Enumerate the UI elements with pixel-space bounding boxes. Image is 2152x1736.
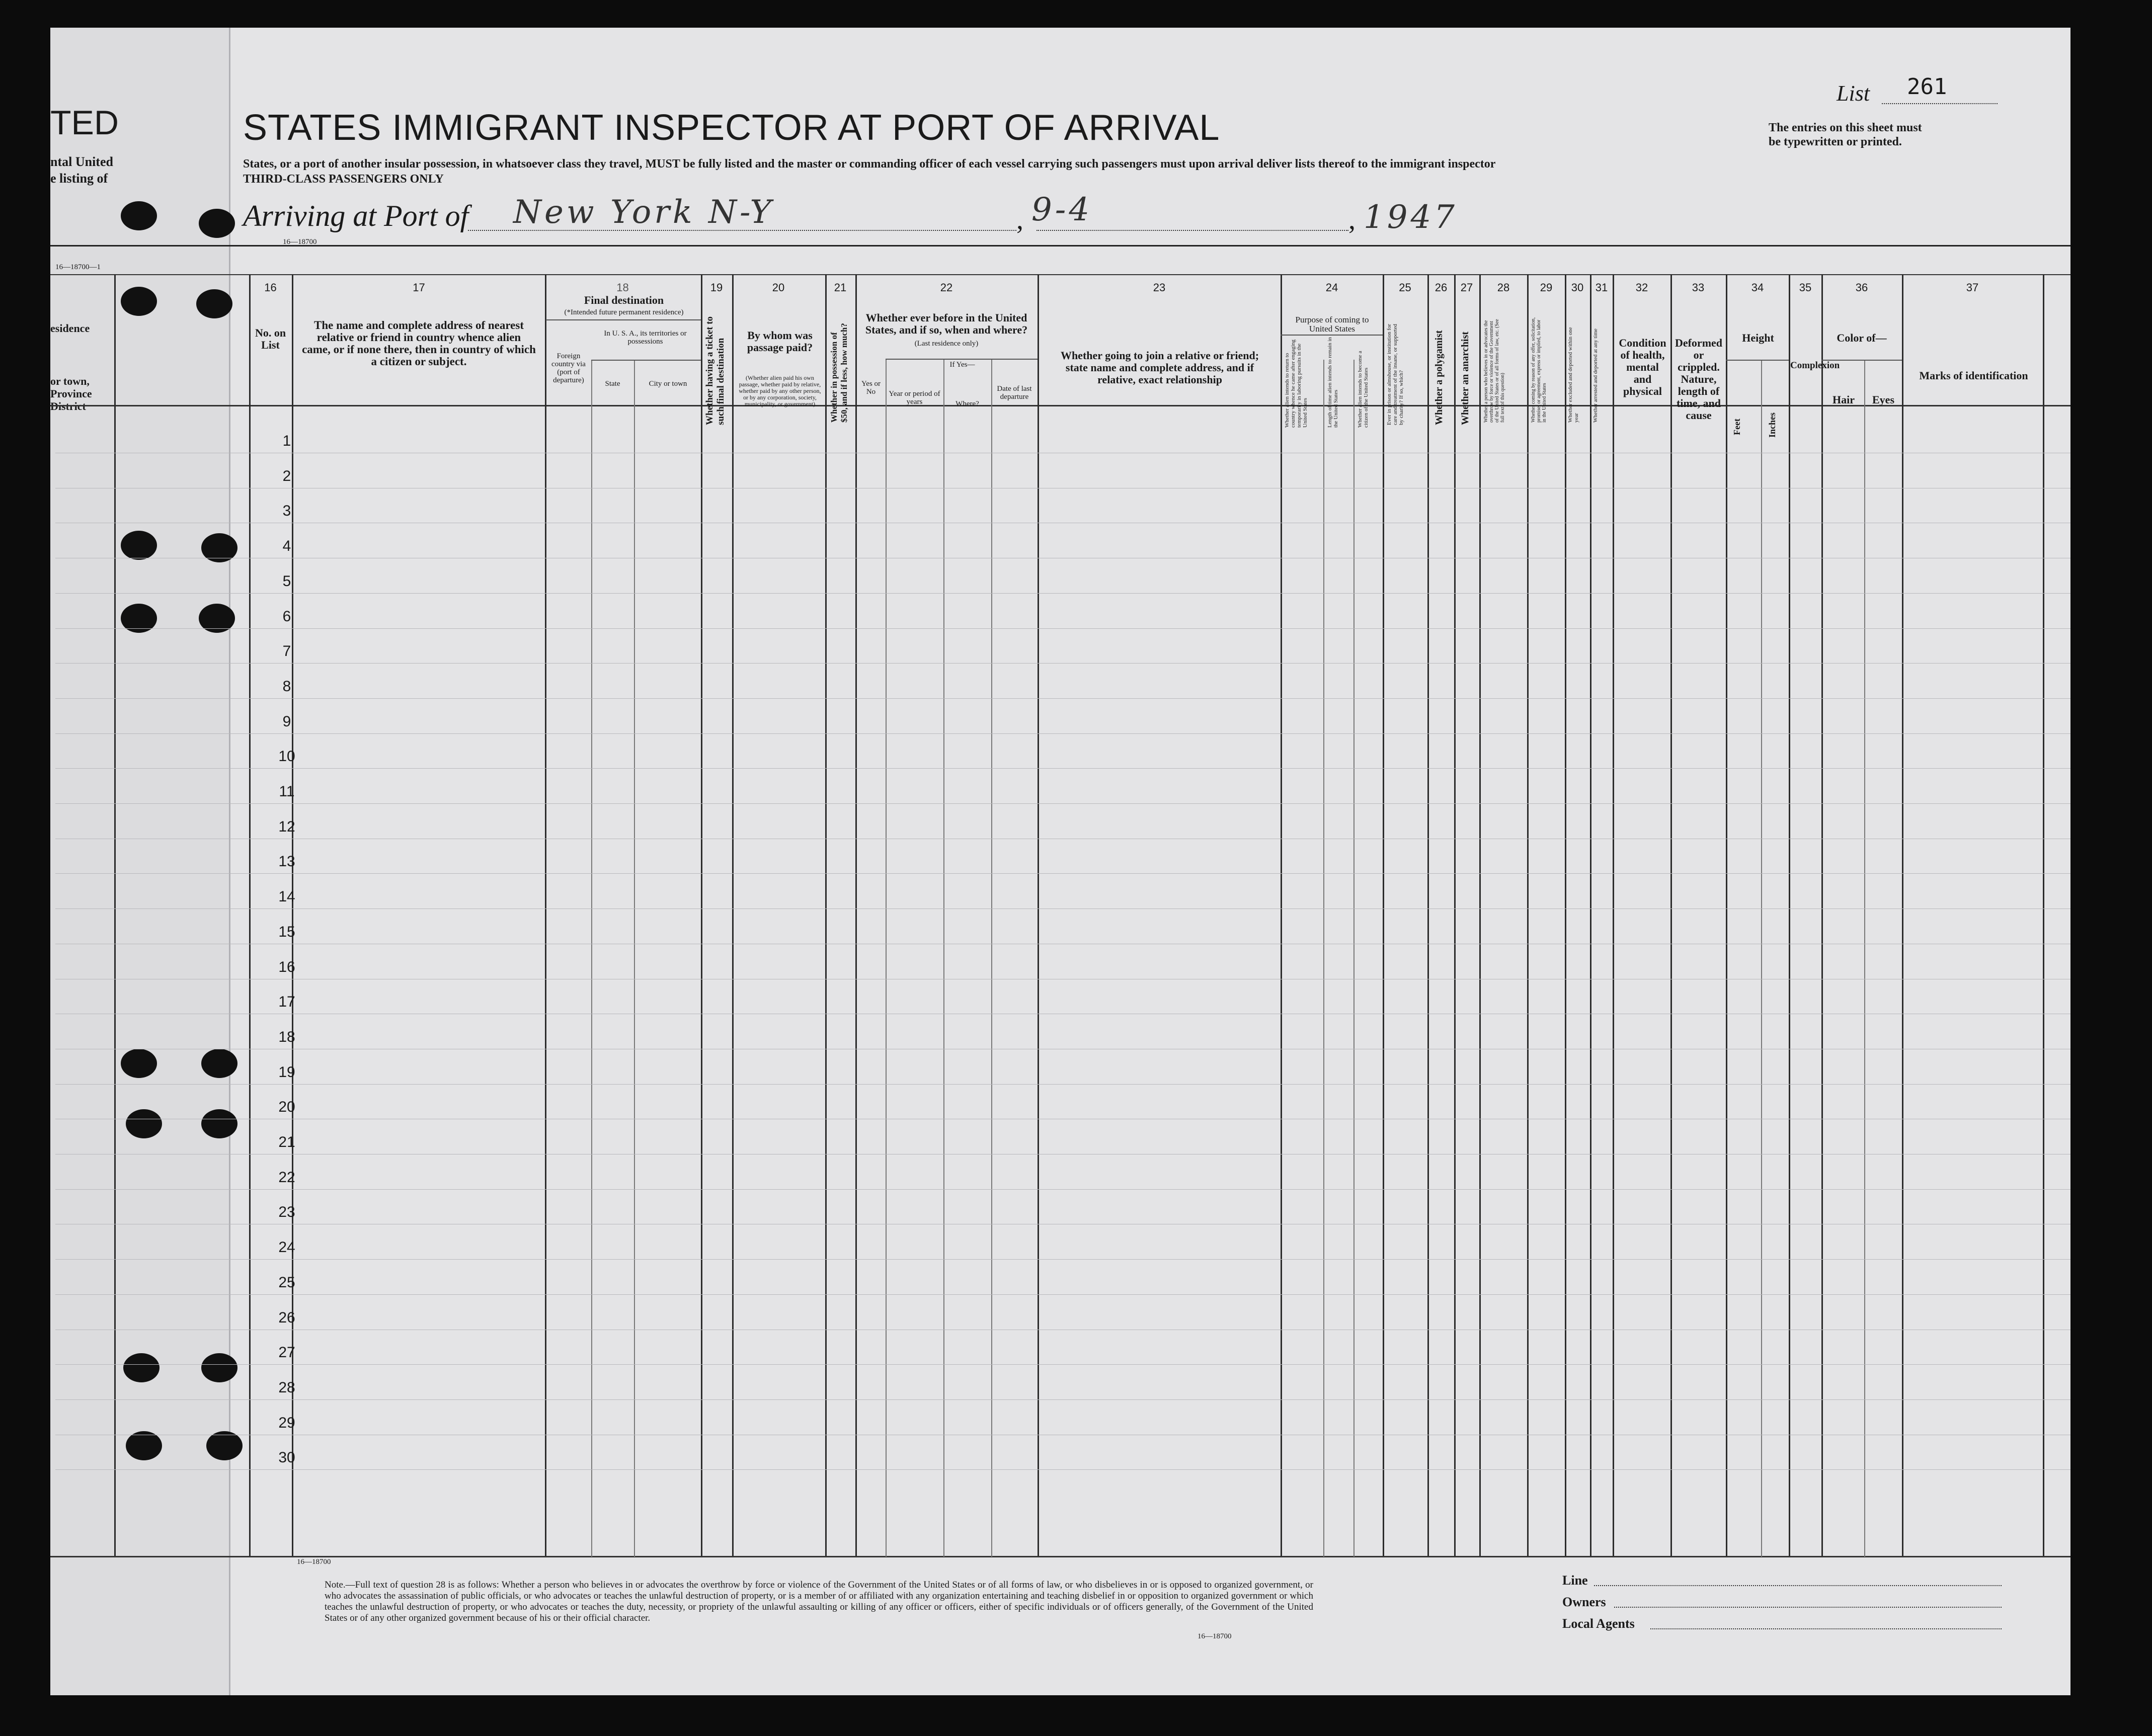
row-rule (55, 1399, 2070, 1400)
header-last-departure: Date of last departure (997, 385, 1032, 401)
subcol-divider (1323, 360, 1324, 1557)
row-number: 29 (278, 1415, 295, 1431)
line-field (1594, 1585, 2002, 1586)
header-yes-or-no: Yes or No (861, 380, 881, 396)
col-divider (1789, 274, 1790, 1556)
table-colnum-border (50, 274, 2070, 275)
subcol-divider (1353, 360, 1354, 1557)
col-divider (825, 274, 827, 1556)
header-col28: Whether a person who believes in or advocates the overthrow by force or violence of the Government of the United States or of all forms of law, etc. (See full text of this question) (1483, 319, 1505, 423)
col-divider (545, 274, 546, 1556)
row-rule (55, 628, 2070, 629)
colnum-29: 29 (1540, 281, 1553, 294)
colnum-27: 27 (1460, 281, 1473, 294)
row-number: 28 (278, 1379, 295, 1396)
header-col24-b: Length of time alien intends to remain in the United States (1327, 337, 1339, 428)
colnum-19: 19 (710, 281, 723, 294)
punch-hole (201, 1109, 237, 1138)
row-rule (55, 663, 2070, 664)
header-state: State (605, 380, 620, 388)
colnum-32: 32 (1635, 281, 1648, 294)
header-c22-rule (886, 359, 1038, 360)
col-divider (1821, 274, 1823, 1556)
col-divider (292, 274, 293, 1556)
list-label: List (1837, 81, 1870, 106)
col-divider (1613, 274, 1614, 1556)
punch-hole (206, 1431, 243, 1460)
entries-note-line2: be typewritten or printed. (1769, 135, 1902, 148)
row-number: 8 (282, 678, 291, 695)
header-city: City or town (649, 380, 687, 388)
punch-hole (126, 1109, 162, 1138)
header-col23: Whether going to join a relative or friend; state name and complete address, and if relative, exact relationship (1060, 349, 1259, 386)
header-col20: By whom was passage paid? (747, 329, 813, 354)
header-c18-rule (546, 319, 701, 320)
colnum-30: 30 (1571, 281, 1584, 294)
row-number: 30 (278, 1449, 295, 1466)
punch-hole (201, 1353, 237, 1382)
col-divider (2043, 274, 2044, 1556)
punch-hole (123, 1353, 160, 1382)
table-top-border (50, 245, 2070, 246)
row-rule (55, 873, 2070, 874)
row-number: 24 (278, 1239, 295, 1256)
row-number: 5 (282, 573, 291, 590)
punch-hole (126, 1431, 162, 1460)
left-form-code: 16—18700—1 (55, 263, 101, 271)
col-divider (1670, 274, 1672, 1556)
comma-1: , (1016, 204, 1023, 235)
header-in-usa: In U. S. A., its territories or possessions (604, 329, 687, 346)
punch-hole (121, 287, 157, 316)
arriving-label: Arriving at Port of (243, 199, 469, 232)
left-fragment-title: TED (50, 104, 119, 142)
row-rule (55, 1259, 2070, 1260)
col-divider (1281, 274, 1282, 1556)
footer-note-code: 16—18700 (1198, 1632, 1232, 1640)
header-col19: Whether having a ticket to such final destination (704, 316, 726, 425)
colnum-33: 33 (1692, 281, 1705, 294)
header-color-rule (1821, 360, 1902, 361)
row-rule (55, 1189, 2070, 1190)
colnum-36: 36 (1855, 281, 1868, 294)
col-divider (732, 274, 734, 1556)
line-label: Line (1562, 1573, 1588, 1588)
header-no-on-list: No. on List (255, 326, 286, 351)
row-number: 16 (278, 959, 295, 975)
subcol-divider (886, 360, 887, 1557)
agents-label: Local Agents (1562, 1616, 1635, 1631)
date-value: 9-4 (1031, 191, 1093, 228)
subcol-divider (991, 360, 992, 1557)
row-rule (55, 1294, 2070, 1295)
row-rule (55, 803, 2070, 804)
table-bottom-border (50, 1556, 2070, 1557)
row-number: 23 (278, 1204, 295, 1220)
row-number: 12 (278, 818, 295, 835)
col-divider (855, 274, 857, 1556)
row-rule (55, 593, 2070, 594)
left-fragment-line2: e listing of (50, 171, 108, 186)
row-rule (55, 1364, 2070, 1365)
col-divider (701, 274, 702, 1556)
row-number: 10 (278, 748, 295, 765)
header-foreign-country: Foreign country via (port of departure) (551, 352, 586, 384)
row-rule (55, 768, 2070, 769)
colnum-16: 16 (264, 281, 277, 294)
punch-hole (201, 1049, 237, 1078)
colnum-28: 28 (1497, 281, 1510, 294)
page-title: STATES IMMIGRANT INSPECTOR AT PORT OF ARRIVAL (243, 108, 1220, 148)
header-col27: Whether an anarchist (1460, 332, 1471, 425)
row-number: 14 (278, 888, 295, 905)
row-number: 6 (282, 608, 291, 625)
header-year-period: Year or period of years (889, 390, 940, 406)
colnum-26: 26 (1434, 281, 1448, 294)
row-number: 26 (278, 1309, 295, 1326)
row-number: 9 (282, 713, 291, 730)
header-col22-note: (Last residence only) (914, 340, 979, 348)
place-line3: District (50, 400, 86, 412)
row-number: 7 (282, 643, 291, 659)
row-rule (55, 1469, 2070, 1470)
col-divider (249, 274, 251, 1556)
header-col33: Deformed or crippled. Nature, length of time, and cause (1675, 337, 1723, 422)
header-col24: Purpose of coming to United States (1295, 315, 1369, 334)
year-value: 1947 (1364, 199, 1458, 236)
header-col30: Whether excluded and deported within one year (1567, 327, 1579, 423)
punch-hole (121, 531, 157, 560)
colnum-25: 25 (1399, 281, 1411, 294)
date-underline (1037, 230, 1348, 231)
entries-note-line1: The entries on this sheet must (1769, 121, 1922, 134)
header-feet: Feet (1732, 419, 1742, 435)
top-form-code: 16—18700 (283, 238, 317, 246)
colnum-34: 34 (1751, 281, 1764, 294)
subtitle-line1: States, or a port of another insular possession, in whatsoever class they travel, MUST be fully listed and the master or commanding officer of each vessel carrying such passengers must upon arrival deliver lists thereof to the immigrant inspector (243, 157, 1496, 171)
header-hair: Hair (1832, 393, 1855, 406)
row-number: 11 (279, 783, 295, 800)
header-if-yes: If Yes— (949, 361, 975, 369)
colnum-22: 22 (940, 281, 953, 294)
header-col24-a: Whether alien intends to return to country whence he came after engaging temporarily in laboring pursuits in the United States (1284, 340, 1308, 428)
colnum-37: 37 (1966, 281, 1979, 294)
header-where: Where? (955, 400, 979, 408)
subcol-divider (591, 360, 592, 1557)
manifest-sheet (50, 28, 2070, 1695)
punch-hole (199, 209, 235, 238)
row-rule (55, 908, 2070, 909)
row-number: 1 (282, 433, 291, 449)
row-rule (55, 698, 2070, 699)
colnum-18: 18 (616, 281, 629, 294)
punch-hole (121, 1049, 157, 1078)
col-divider (1726, 274, 1727, 1556)
row-number: 4 (282, 538, 291, 554)
row-number: 21 (278, 1134, 295, 1150)
col-divider (1902, 274, 1903, 1556)
colnum-24: 24 (1325, 281, 1338, 294)
row-number: 3 (282, 503, 291, 519)
header-col20-note: (Whether alien paid his own passage, whether paid by relative, whether paid by any other person, or by any corporation, society, municipality, or government) (739, 374, 821, 407)
header-height: Height (1742, 332, 1774, 344)
row-rule (55, 1084, 2070, 1085)
row-rule (55, 733, 2070, 734)
row-number: 13 (278, 853, 295, 870)
header-col26: Whether a polygamist (1433, 330, 1445, 425)
header-complexion: Complexion (1790, 360, 1840, 371)
row-number: 20 (278, 1099, 295, 1115)
row-number: 22 (278, 1169, 295, 1186)
subcol-divider (1864, 360, 1865, 1557)
colnum-17: 17 (413, 281, 425, 294)
agents-field (1650, 1628, 2002, 1629)
col-divider (1038, 274, 1039, 1556)
owners-field (1614, 1607, 2002, 1608)
row-number: 18 (278, 1029, 295, 1045)
header-col21: Whether in possession of $50, and if less, how much? (829, 323, 849, 423)
col-divider (1427, 274, 1429, 1556)
header-col17: The name and complete address of nearest relative or friend in country whence alien came, or if none there, then in country of which a citizen or subject. (302, 319, 536, 368)
header-col31: Whether arrested and deported at any time (1592, 328, 1599, 423)
colnum-31: 31 (1595, 281, 1608, 294)
header-col32: Condition of health, mental and physical (1619, 337, 1666, 397)
header-final-destination-note: (*Intended future permanent residence) (564, 308, 684, 316)
header-col22: Whether ever before in the United States, and if so, when and where? (865, 311, 1028, 336)
header-col25: Ever in prison or almshouse, or institution for care and treatment of the insane, or supported by charity? If so, which? (1386, 323, 1404, 425)
row-number: 17 (278, 994, 295, 1010)
header-eyes: Eyes (1872, 393, 1894, 406)
col-divider (1565, 274, 1566, 1556)
row-number: 19 (278, 1064, 295, 1081)
place-line1: or town, (50, 375, 90, 387)
header-inches: Inches (1767, 412, 1777, 438)
col-divider (1454, 274, 1456, 1556)
owners-label: Owners (1562, 1595, 1606, 1609)
col-divider (114, 274, 116, 1556)
footer-note: Note.—Full text of question 28 is as follows: Whether a person who believes in or advocates the overthrow by force or violence of the Government of the United States or of all forms of law, or who disbelieves in or is opposed to organized government, or who advocates the assassination of public officials, or who advocates or teaches the unlawful destruction of property, or is a member of or affiliated with any organization entertaining and teaching disbelief in or opposition to organized government or which teaches the unlawful destruction of property, or who advocates or teaches the duty, necessity, or propriety of the unlawful assaulting or killing of any officer or officers, either of specific individuals or of officers generally, of the Government of the United States or of any other organized government because of his or their official character. (325, 1580, 1313, 1623)
residence-label: esidence (50, 322, 90, 335)
header-c24-rule (1281, 335, 1383, 336)
header-col37: Marks of identification (1919, 369, 2028, 382)
col-divider (1590, 274, 1591, 1556)
place-line2: Province (50, 387, 92, 400)
comma-2: , (1348, 204, 1356, 235)
col-divider (1479, 274, 1481, 1556)
colnum-23: 23 (1153, 281, 1166, 294)
header-usa-rule (591, 360, 701, 361)
punch-hole (121, 201, 157, 230)
colnum-35: 35 (1799, 281, 1812, 294)
punch-hole (196, 289, 232, 318)
colnum-21: 21 (834, 281, 847, 294)
row-number: 25 (278, 1274, 295, 1291)
col-divider (1527, 274, 1529, 1556)
colnum-20: 20 (772, 281, 785, 294)
header-col29: Whether coming by reason of any offer, solicitation, promise, or agreement, express or implied, to labor in the United States (1531, 317, 1547, 423)
subcol-divider (943, 360, 944, 1557)
header-color-of: Color of— (1837, 332, 1887, 344)
row-number: 15 (278, 924, 295, 940)
list-number: 261 (1907, 74, 1947, 100)
row-number: 2 (282, 468, 291, 484)
header-final-destination: Final destination (584, 294, 664, 306)
subcol-divider (634, 360, 635, 1557)
header-height-rule (1726, 360, 1789, 361)
col-divider (1383, 274, 1384, 1556)
list-number-underline (1882, 103, 1998, 104)
left-fragment-line1: ntal United (50, 154, 113, 169)
subtitle-line2: THIRD-CLASS PASSENGERS ONLY (243, 173, 444, 186)
row-number: 27 (278, 1344, 295, 1361)
subcol-divider (1761, 360, 1762, 1557)
port-value: New York N-Y (513, 194, 774, 231)
header-col24-c: Whether alien intends to become a citizen of the United States (1357, 351, 1369, 428)
bottom-form-code: 16—18700 (297, 1558, 331, 1566)
